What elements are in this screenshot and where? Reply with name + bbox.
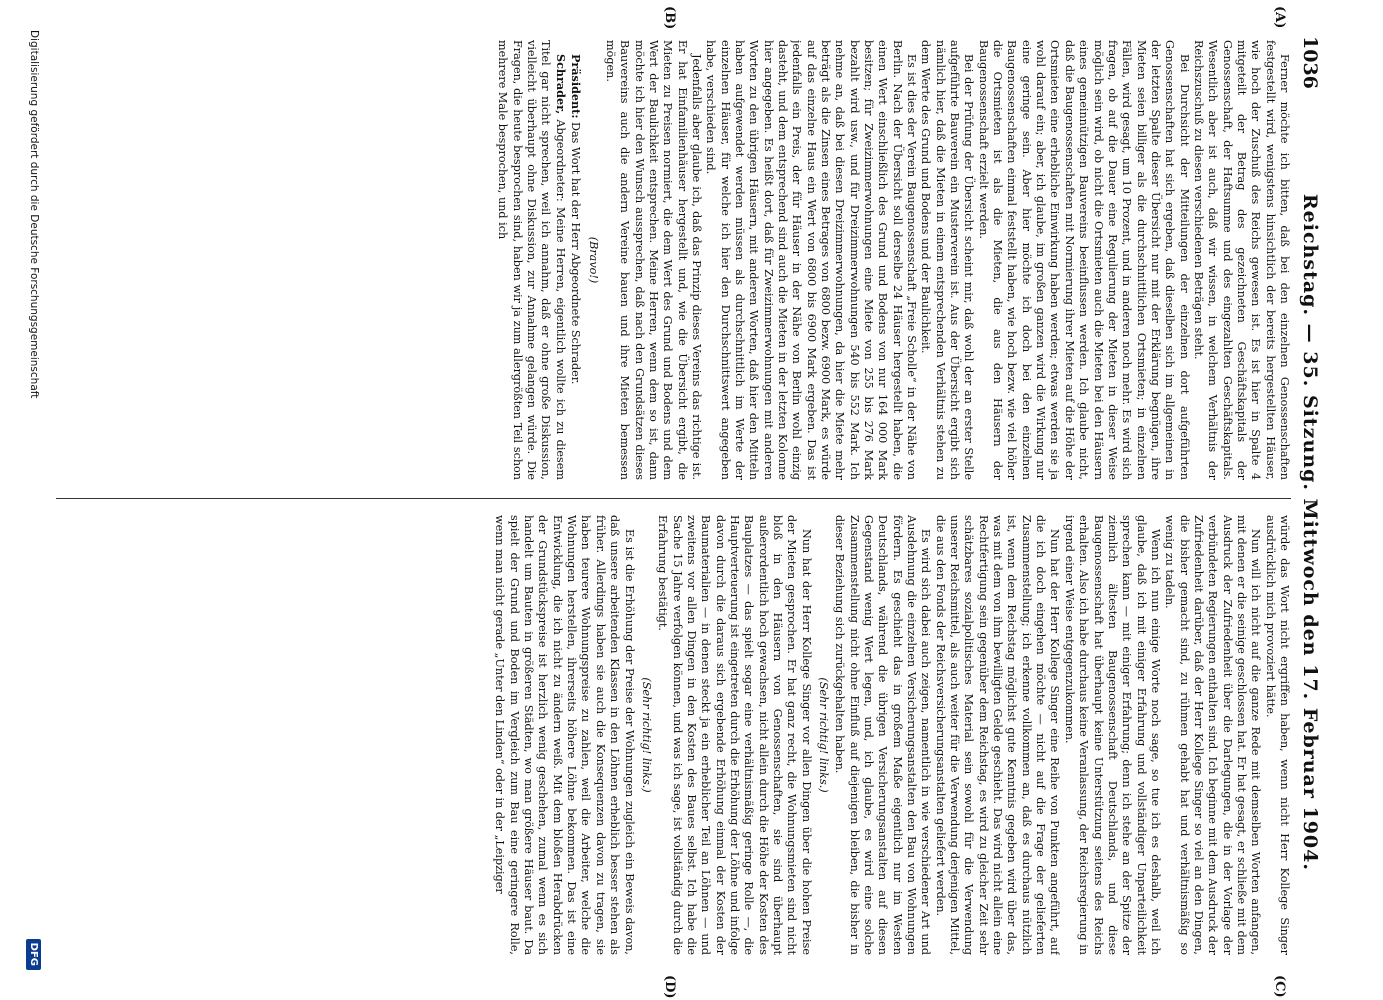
speaker-name: Präsident: <box>569 54 584 119</box>
margin-marker-d: (D) <box>662 975 677 999</box>
paragraph: würde das Wort nicht ergriffen haben, wenn nicht Herr Kollege Singer ausdrücklich mich provoziert hätte. <box>1263 515 1291 955</box>
left-column <box>56 40 1291 480</box>
page-number: 1036 <box>1299 36 1321 89</box>
page-footer <box>21 30 47 970</box>
speech-paragraph <box>568 40 583 480</box>
paragraph: Es ist dies der Verein Baugenossenschaft „Freie Scholle“ in der Nähe von Berlin. Nach der Übersicht soll derselbe 24 Häuser hergestellt haben, die einen Wert einschließlich des Grund und Bodens von nur 164 000 Mark besitzen; für Zweizimmerwohnungen eine Miete von 255 bis 276 Mark bezahlt wird usw., und für Dreizimmerwohnungen 540 bis 552 Mark. Ich nehme an, daß bei diesen Dreizimmerwohnungen, da hier die Miete mehr beträgt als die Zinsen eines Betrages von 6800 bezw. 6900 Mark, es würde auf das einzelne Haus ein Wert von 6800 bis 6900 Mark ergeben. Das ist jedenfalls ein Preis, der für Häuser in der Nähe von Berlin wohl einzig dasteht, und dem entsprechend sind auch die Mieten in der letzten Kolonne hier angegeben. Es heißt dort, daß für Zweizimmerwohnungen mit anderen Worten zu den übrigen Häusern, mit anderen Worten, daß hier den Mitteln haben aufgewendet werden müssen als durchschnittlich im Werte der einzelnen Häuser, für welche ich hier den Durchschnittswert angegeben habe, verschieden sind. <box>704 40 919 480</box>
paragraph: Jedenfalls aber glaube ich, daß das Prinzip dieses Vereins das richtige ist. Er hat Einfamilienhäuser hergestellt und, wie die Übersicht ergibt, die Mieten zu Preisen normiert, die dem Wert des Grund und Bodens und dem Wert der Baulichkeit entsprechen. Meine Herren, wenn dem so ist, dann möchte ich hier den Wunsch aussprechen, daß nach den Grundsätzen dieses Bauvereins auch die andern Vereine bauen und ihre Mieten bemessen mögen. <box>603 40 703 480</box>
interjection: (Sehr richtig! links.) <box>639 677 653 793</box>
speaker-name: Schrader, <box>553 54 568 115</box>
dfg-logo: DFG <box>27 939 42 970</box>
footer-text: Digitalisierung gefördert durch die Deutsche Forschungsgemeinschaft <box>28 30 40 399</box>
paragraph: Bei der Prüfung der Übersicht scheint mir, daß wohl der an erster Stelle aufgeführte Bauverein ein Musterverein ist. Aus der Übersicht ergibt sich nämlich hier, daß die Mieten in einem entsprechenden Verhältnis stehen zu dem Werte des Grund und Bodens und der Baulichkeit. <box>919 40 976 480</box>
paragraph: Es wird sich dabei auch zeigen, namentlich in wie verschiedener Art und Ausdehnung die einzelnen Versicherungsanstalten den Bau von Wohnungen fördern. Es geschieht das in großem Maße eigentlich nur im Westen Deutschlands, während die übrigen Versicherungsanstalten auf diesen Gegenstand wenig Wert legen, und, ich glaube, es wird eine solche Zusammenstellung nicht ohne Einfluß auf diejenigen bleiben, die bisher in dieser Beziehung sich zurückgehalten haben. <box>833 515 933 955</box>
interjection: (Sehr richtig! links.) <box>817 677 830 793</box>
paragraph: Ferner möchte ich bitten, daß bei den einzelnen Genossenschaften festgestellt wird, wenigstens hinsichtlich der bereits hergestellten Häuser, wie hoch der Zuschuß des Reichs gewesen ist. Es ist hier in Spalte 4 mitgeteilt der Betrag des gezeichneten Geschäftskapitals der Genossenschaft, der Haftsumme und des eingezahlten Geschäftskapitals. Wesentlich aber ist auch, daß wir wissen, in welchem Verhältnis der Reichszuschuß zu diesen verschiedenen Beträgen steht. <box>1191 40 1291 480</box>
interjection: (Bravo!) <box>587 236 601 284</box>
margin-marker-c: (C) <box>1272 975 1287 998</box>
page-header <box>1293 36 1327 976</box>
speech-paragraph <box>495 40 568 480</box>
header-title: Reichstag. — 35. Sitzung. Mittwoch den 17. Februar 1904. <box>1299 193 1321 871</box>
margin-marker-a: (A) <box>1272 6 1287 29</box>
paragraph: Bei Durchsicht der Mitteilungen der einzelnen dort aufgeführten Genossenschaften hat sich ergeben, daß dieselben sich im allgemeinen in der letzten Spalte dieser Übersicht nur mit der Erklärung begnügen, ihre Mieten seien billiger als die durchschnittlichen Ortsmieten; in einzelnen Fällen, wird gesagt, um 10 Prozent, und in anderen noch mehr. Es wird sich fragen, ob auf die Dauer eine Regulierung der Mieten in dieser Weise möglich sein wird, ob nicht die Ortsmieten auch die Mieten bei den Häusern eines gemeinnützigen Bauvereins beeinflussen werden. Ich glaube nicht, daß die Baugenossenschaften mit Normierung ihrer Mieten auf die Höhe der Ortsmieten eine erhebliche Einwirkung haben werden; etwas werden sie ja wohl darauf ein; aber, ich glaube, im großen ganzen wird die Wirkung nur eine geringe sein. Aber hier möchte ich doch bei den einzelnen Baugenossenschaften einmal feststellt haben, wie hoch bezw. wie viel höher die Ortsmieten ist als die Mieten, die aus den Häusern der Baugenossenschaft erzielt werden. <box>976 40 1191 480</box>
paragraph: Nun will ich nicht auf die ganze Rede mit demselben Worten anfangen, mit denen er die seinige geschlossen hat. Er hat gesagt, er schließe mit dem Ausdruck der Zufriedenheit über die Darlegungen, die in der Vorlage der verbündeten Regierungen enthalten sind. Ich beginne mit dem Ausdruck der Zufriedenheit darüber, daß der Herr Kollege Singer so viel an den Dingen, die bisher gemacht sind, zu rühmen gehabt hat und verhältnismäßig so wenig zu tadeln. <box>1163 515 1263 955</box>
speech-text: Das Wort hat der Herr Abgeordnete Schrader. <box>569 122 583 385</box>
margin-marker-b: (B) <box>662 6 677 30</box>
right-column <box>56 515 1291 955</box>
paragraph: Es ist die Erhöhung der Preise der Wohnungen zugleich ein Beweis davon, daß unsere arbeitenden Klassen in den Löhnen erheblich besser stehen als früher. Allerdings haben sie auch die Konsequenzen davon zu tragen, sie haben teurere Wohnungspreise zu zahlen, weil die Arbeiter, welche die Wohnungen herstellen, ihrerseits höhere Löhne bekommen. Das ist eine Entwicklung, die ich nicht zu ändern weiß. Mit dem bloßen Herabdrücken der Grundstückspreise ist herzlich wenig geschehen, zumal wenn es sich handelt um Bauten in größeren Städten, wo man größere Häuser baut. Da spielt der Grund und Boden im Vergleich zum Bau eine geringere Rolle, wenn man nicht gerade „Unter den Linden“ oder in der „Leipziger <box>493 515 636 955</box>
paragraph: Nun hat der Herr Kollege Singer vor allen Dingen über die hohen Preise der Mieten gesprochen. Er hat ganz recht, die Wohnungsmieten sind nicht bloß in den Häusern von Genossenschaften, sie sind überhaupt außerordentlich hoch gewachsen, nicht allein durch die Höhe der Kosten des Bauplatzes — das spielt sogar eine verhältnismäßig geringe Rolle —, die Hauptverteuerung ist eingetreten durch die Erhöhung der Löhne und infolge davon durch die daraus sich ergebende Erhöhung einmal der Kosten der Baumaterialien — in denen steckt ja ein erheblicher Teil an Löhnen — und zweitens vor allen Dingen in den Kosten des Baues selbst. Ich habe die Sache 15 Jahre verfolgen können, und was ich sage, ist vollständig durch die Erfahrung bestätigt. <box>656 515 813 955</box>
column-divider <box>56 498 1291 499</box>
paragraph: Wenn ich nun einige Worte noch sage, so tue ich es deshalb, weil ich glaube, daß ich mit einiger Erfahrung und vollständiger Unparteilichkeit sprechen kann — mit einiger Erfahrung; denn ich stehe an der Spitze der ziemlich ältesten Baugenossenschaft Deutschlands, und diese Baugenossenschaft hat überhaupt keine Unterstützung seitens des Reichs erhalten. Also ich habe durchaus keine Veranlassung, der Reichsregierung in irgend einer Weise entgegenzukommen. <box>1062 515 1162 955</box>
speech-text: Abgeordneter: Meine Herren, eigentlich wollte ich zu diesem Titel gar nicht sprechen, weil ich annahm, daß er ohne große Diskussion, vielleicht überhaupt ohne Diskussion, zur Annahme gelangen würde. Die Fragen, die heute besprochen sind, haben wir ja zum allergrößten Teil schon mehrere Male besprochen, und ich <box>496 40 567 480</box>
paragraph: Nun hat der Herr Kollege Singer eine Reihe von Punkten angeführt, auf die ich doch eingehen möchte — nicht auf die Frage der gelieferten Zusammenstellung; ich erkenne vollkommen an, daß es durchaus nützlich ist, wenn dem Reichstag möglichst gute Kenntnis gegeben wird über das, was mit dem von ihm bewilligten Gelde geschieht. Das wird nicht allein eine Rechtfertigung sein gegenüber dem Reichstag, es wird zu gleicher Zeit sehr schätzbares sozialpolitisches Material sein sowohl für die Verwendung unserer Reichsmittel, als auch weiter für die Verwendung derjenigen Mittel, die aus den Fonds der Reichsversicherungsanstalten geliefert werden. <box>933 515 1062 955</box>
